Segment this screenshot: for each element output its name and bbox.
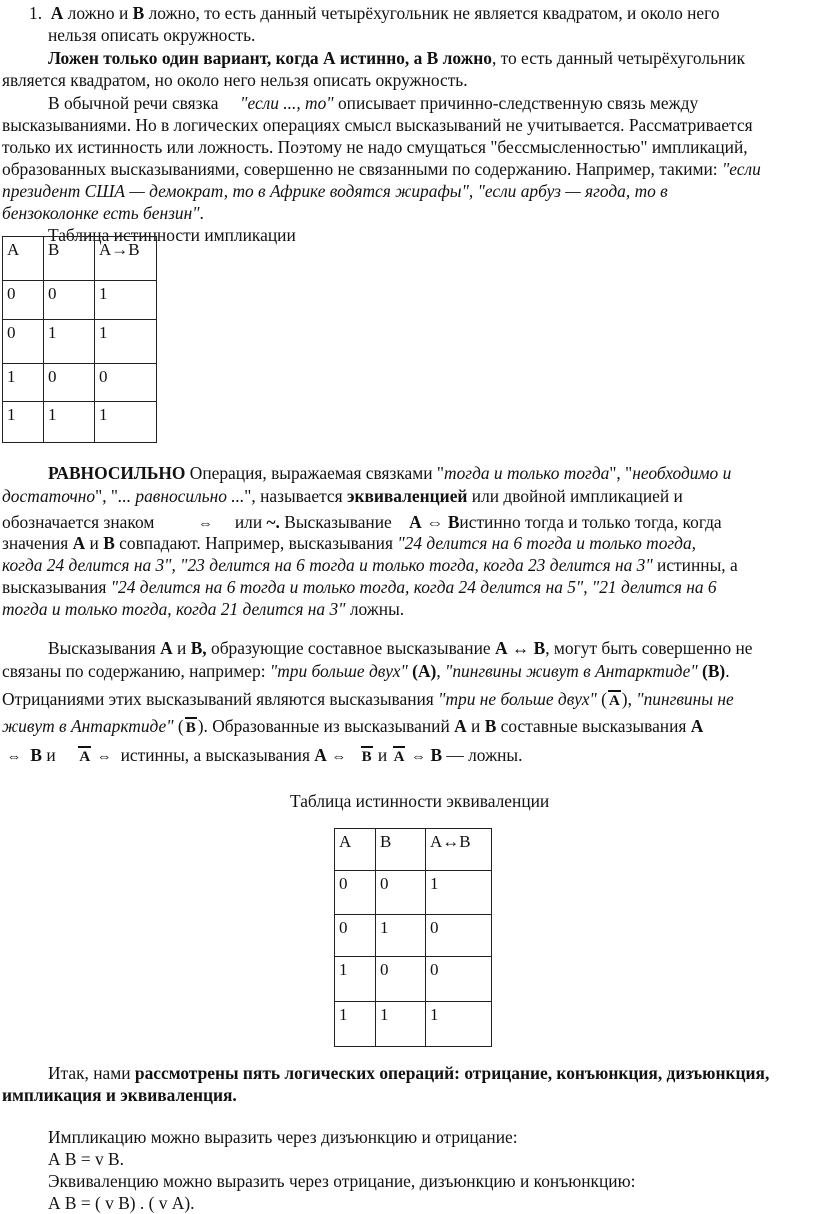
example-line2 [2, 660, 730, 682]
text: составные высказывания [496, 716, 691, 736]
equiv-table-caption: Таблица истинности эквиваленции [290, 791, 550, 811]
table-cell: 1 [95, 281, 157, 320]
text: Итак, нами [48, 1063, 135, 1083]
table-cell: 1 [95, 402, 157, 443]
table-cell: 0 [335, 915, 376, 957]
speech-line4 [2, 158, 761, 180]
table-cell: 0 [95, 364, 157, 402]
table-row [3, 320, 157, 364]
speech-line5 [2, 180, 668, 202]
bold-term: (А) [407, 661, 437, 681]
table-row [335, 1002, 492, 1047]
table-cell: 1 [44, 402, 95, 443]
bold-term: (В) [697, 661, 726, 681]
table-header: В [44, 237, 95, 281]
text: и [85, 533, 104, 553]
table-cell: 1 [335, 957, 376, 1002]
italic-text: "пингвины живут в Антарктиде" [445, 661, 698, 681]
table-header: А↔В [426, 829, 492, 871]
double-arrow-icon: ⇔ [6, 749, 22, 765]
table-cell: 0 [376, 871, 426, 915]
summary-line1 [48, 1062, 769, 1084]
text: ). Образованные из высказываний [197, 716, 455, 736]
equiv-line5 [2, 554, 738, 576]
text: , могут быть совершенно не [545, 638, 753, 658]
italic-text: "24 делится на 6 тогда и только тогда, когда 24 делится на 5", "21 делится на 6 [110, 577, 717, 597]
italic-text: ... равносильно ... [118, 486, 245, 506]
table-cell: 1 [426, 1002, 492, 1047]
impl-truth-table [2, 236, 157, 443]
italic-text: "24 делится на 6 тогда и только тогда, [397, 533, 697, 553]
text: ), [621, 689, 637, 709]
text: и [172, 638, 191, 658]
italic-text: тогда и только тогда, когда 21 делится на 3" [2, 599, 346, 619]
negation-b: В [360, 746, 374, 768]
table-row [3, 281, 157, 320]
table-cell: 0 [3, 320, 44, 364]
italic-text: "три не больше двух" [438, 689, 597, 709]
var-a: А [454, 716, 467, 736]
table-cell: 0 [376, 957, 426, 1002]
text: и [466, 716, 485, 736]
text: обозначается знаком [2, 512, 159, 532]
text: совпадают. Например, высказывания [114, 533, 398, 553]
formula: А ⇔ В [409, 512, 460, 532]
text: . [725, 661, 730, 681]
text: ", " [95, 486, 119, 506]
italic-text: "пингвины не [636, 689, 734, 709]
text: истинны, а высказывания [116, 745, 315, 765]
equiv-line2 [2, 485, 683, 507]
false-case-line1 [48, 47, 745, 69]
list-number: 1. [29, 3, 43, 23]
text: описывает причинно-следственную связь между [333, 93, 699, 113]
equiv-line1 [48, 462, 731, 484]
text: ", " [609, 463, 633, 483]
list-item-1 [29, 2, 720, 24]
negation-a: А [392, 746, 407, 768]
table-cell: 0 [335, 871, 376, 915]
formula: А ↔ В [494, 638, 546, 658]
negation-a: А [77, 746, 92, 768]
table-cell: 1 [426, 871, 492, 915]
equiv-line7 [2, 598, 404, 620]
text: ложно, то есть данный четырёхугольник не является квадратом, и около него [144, 3, 720, 23]
text: Высказывание [279, 512, 397, 532]
var-b: В, [190, 638, 207, 658]
table-cell: 0 [44, 281, 95, 320]
table-cell: 1 [95, 320, 157, 364]
equiv-line6 [2, 576, 717, 598]
text: , [436, 661, 446, 681]
equiv-truth-table [334, 828, 492, 1047]
section-title: РАВНОСИЛЬНО [48, 463, 186, 483]
text: значения [2, 533, 73, 553]
text: ложно и [63, 3, 133, 23]
table-header: А [335, 829, 376, 871]
italic-text: "если ..., то" [240, 93, 334, 113]
text: высказывания [2, 577, 111, 597]
table-cell: 1 [44, 320, 95, 364]
impl-table-caption: Таблица истинности импликации [48, 225, 296, 245]
text: образующие составное высказывание [206, 638, 495, 658]
tilde-sign: ~. [266, 512, 280, 532]
text: и [373, 745, 392, 765]
bold-term: эквиваленцией [346, 486, 468, 506]
text: ( [173, 716, 184, 736]
text: Отрицаниями этих высказываний являются высказывания [2, 689, 439, 709]
table-row [335, 871, 492, 915]
table-row [3, 402, 157, 443]
summary-line2 [2, 1084, 237, 1106]
var-a: А [314, 745, 327, 765]
var-b: В [30, 745, 42, 765]
table-header: В [376, 829, 426, 871]
false-case-line2: является квадратом, но около него нельзя описать окружность. [2, 70, 468, 90]
table-cell: 1 [3, 402, 44, 443]
formula-2: А В = ( v В) . ( v А). [48, 1193, 195, 1213]
table-cell: 0 [426, 915, 492, 957]
italic-text: президент США — демократ, то в Африке водятся жирафы", "если арбуз — ягода, то в [2, 181, 668, 201]
equiv-line4 [2, 532, 696, 554]
table-cell: 0 [44, 364, 95, 402]
example-line1 [48, 637, 753, 659]
var-b: В [103, 533, 115, 553]
table-header: А→В [95, 237, 157, 281]
double-arrow-icon: ⇔ [197, 516, 213, 532]
text: ", называется [244, 486, 347, 506]
table-row [3, 364, 157, 402]
table-cell: 1 [376, 915, 426, 957]
text: истинно тогда и только тогда, когда [459, 512, 722, 532]
italic-text: необходимо и [632, 463, 732, 483]
table-cell: 1 [376, 1002, 426, 1047]
bold-text: импликация и эквиваленция. [2, 1085, 237, 1105]
text: В обычной речи связка [48, 93, 223, 113]
var-a: А [690, 716, 704, 736]
example-line3 [2, 688, 734, 712]
example-line5 [2, 744, 522, 768]
formula-text-2: Эквиваленцию можно выразить через отрицание, дизъюнкцию и конъюнкцию: [48, 1171, 636, 1191]
text: Операция, выражаемая связками " [185, 463, 445, 483]
bold-text: рассмотрены пять логических операций: отрицание, конъюнкция, дизъюнкция, [134, 1063, 770, 1083]
text: — ложны. [442, 745, 523, 765]
italic-text: "три больше двух" [269, 661, 408, 681]
negation-b: В [184, 717, 198, 739]
table-cell: 0 [426, 957, 492, 1002]
text: образованных высказываниями, совершенно не связанными по содержанию. Например, такими: [2, 159, 722, 179]
var-b: В [430, 745, 443, 765]
text: . [199, 203, 204, 223]
table-row [335, 915, 492, 957]
text: истинны, а [652, 555, 738, 575]
text: или [230, 512, 267, 532]
text: Высказывания [48, 638, 161, 658]
example-line4 [2, 715, 703, 739]
negation-a: А [607, 690, 622, 712]
table-cell: 0 [3, 281, 44, 320]
var-b: В [484, 716, 497, 736]
double-arrow-icon: ⇔ [96, 749, 112, 765]
speech-line3: только их истинность или ложность. Поэтому не надо смущаться "бессмысленностью" импликаций, [2, 137, 748, 157]
table-row [335, 957, 492, 1002]
italic-text: живут в Антарктиде" [2, 716, 174, 736]
italic-text: "если [722, 159, 761, 179]
italic-text: когда 24 делится на 3", "23 делится на 6 тогда и только тогда, когда 23 делится на 3" [2, 555, 653, 575]
table-header-row [3, 237, 157, 281]
formula-1: А В = v В. [48, 1149, 124, 1169]
text: ложны. [345, 599, 405, 619]
table-cell: 1 [3, 364, 44, 402]
text: , то есть данный четырёхугольник [491, 48, 746, 68]
italic-text: достаточно [2, 486, 96, 506]
speech-line6 [2, 202, 204, 224]
false-case-bold: Ложен только один вариант, когда А истинно, а В ложно [48, 48, 492, 68]
list-item-1-line2: нельзя описать окружность. [48, 25, 256, 45]
text: и [41, 745, 60, 765]
text: или двойной импликацией и [467, 486, 683, 506]
var-a: А [50, 3, 64, 23]
table-header-row [335, 829, 492, 871]
italic-text: тогда и только тогда [444, 463, 610, 483]
double-arrow-icon: ⇔ [331, 749, 347, 765]
table-header: А [3, 237, 44, 281]
var-b: В [132, 3, 145, 23]
table-cell: 1 [335, 1002, 376, 1047]
formula-text-1: Импликацию можно выразить через дизъюнкцию и отрицание: [48, 1127, 518, 1147]
var-a: А [160, 638, 173, 658]
text: ( [596, 689, 607, 709]
double-arrow-icon: ⇔ [410, 749, 426, 765]
text: связаны по содержанию, например: [2, 661, 270, 681]
speech-line2: высказываниями. Но в логических операциях смысл высказываний не учитывается. Рассматривается [2, 115, 753, 135]
italic-text: бензоколонке есть бензин" [2, 203, 200, 223]
var-a: А [72, 533, 86, 553]
speech-line1 [48, 92, 698, 114]
